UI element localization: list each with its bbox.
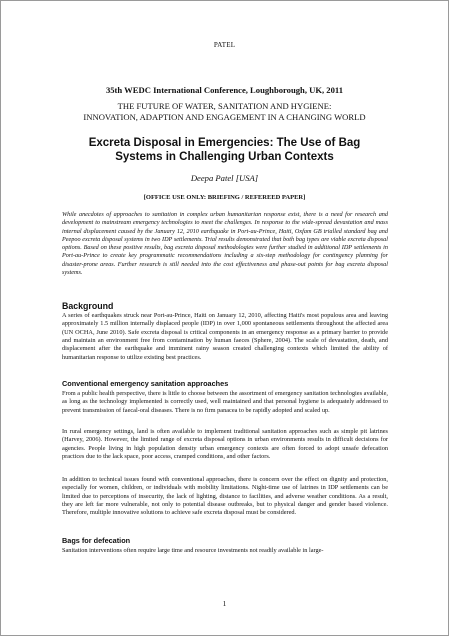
background-paragraph: A series of earthquakes struck near Port-au-Prince, Haiti on January 12, 2010, affecting Haiti's most populous area and leaving approximately 1.5 million internally displaced people (IDP) in over 1,000 spontaneous settlements throughout the affected area (UN OCHA, June 2010). Safe excreta disposal is critical components in an emergency response as a primary barrier to provide and maintain an environment free from contamination by human faeces (Sphere, 2004). The scale of devastation, death, and displacement after the earthquake and imminent rainy season created challenging contexts which limited the ability of humanitarian response to utilize existing best practices. <box>62 312 388 361</box>
theme-line: THE FUTURE OF WATER, SANITATION AND HYGIENE: <box>117 101 332 111</box>
title-line: Excreta Disposal in Emergencies: The Use of Bag <box>88 137 361 149</box>
office-use-label: [OFFICE USE ONLY: BRIEFING / REFEREED PAPER] <box>143 194 306 201</box>
conventional-paragraph-1: From a public health perspective, there is little to choose between the assortment of emergency sanitation technologies available, as long as the technology implemented is correctly used, well maintained and that personal hygiene is adequately addressed to prevent transmission of faecal-oral diseases. There is no firm panacea to be rapidly adopted and scaled up. <box>62 390 388 414</box>
paper-title <box>41 136 408 164</box>
conference-theme <box>41 101 408 123</box>
author-name: Deepa Patel [USA] <box>190 173 259 183</box>
title-line: Systems in Challenging Urban Contexts <box>115 151 334 163</box>
page-number: 1 <box>222 599 227 608</box>
conventional-paragraph-2: In rural emergency settings, land is often available to implement traditional sanitation approaches such as simple pit latrines (Harvey, 2006). However, the limited range of excreta disposal options in urban environments results in difficult decisions for agencies. People living in high population density urban emergency contexts are often forced to adopt unsafe defecation practices due to the lack space, poor access, cramped conditions, and other factors. <box>62 428 388 461</box>
bags-heading: Bags for defecation <box>62 536 131 545</box>
bags-paragraph: Sanitation interventions often require large time and resource investments not readily available in large- <box>62 547 324 554</box>
abstract-text: While anecdotes of approaches to sanitation in complex urban humanitarian response exist, there is a need for research and development to mainstream emergency technologies to meet the challenges. In response to the wide-spread devastation and mass internal displacement caused by the January 12, 2010 earthquake in Port-au-Prince, Haiti, Oxfam GB trialled standard bag and Peepoo excreta disposal systems in two IDP settlements. Trial results demonstrated that both bag types are viable excreta disposal options. Based on these positive results, bag excreta disposal methodologies were further studied in additional IDP settlements in Port-au-Prince to create key programmatic recommendations including a six-step methodology for contingency planning for disaster-prone areas. Further research is still needed into the cost effectiveness and phase-out points for bag excreta disposal systems. <box>62 211 388 277</box>
conventional-paragraph-3: In addition to technical issues found with conventional approaches, there is concern over the effect on dignity and protection, especially for women, children, or individuals with mobility limitations. Night-time use of latrines in IDP settlements can be limited due to perceptions of insecurity, the lack of lighting, distance to facilities, and adverse weather conditions. As a result, they are left far more vulnerable, not only to potential disease outbreaks, but to physical danger and gender based violence. Therefore, multiple innovative solutions to achieve safe excreta disposal must be considered. <box>62 476 388 517</box>
theme-line: INNOVATION, ADAPTION AND ENGAGEMENT IN A CHANGING WORLD <box>83 112 366 122</box>
running-head: PATEL <box>213 41 236 49</box>
conventional-heading: Conventional emergency sanitation approaches <box>62 379 229 388</box>
conference-name: 35th WEDC International Conference, Loughborough, UK, 2011 <box>105 85 344 95</box>
background-heading: Background <box>62 301 114 311</box>
